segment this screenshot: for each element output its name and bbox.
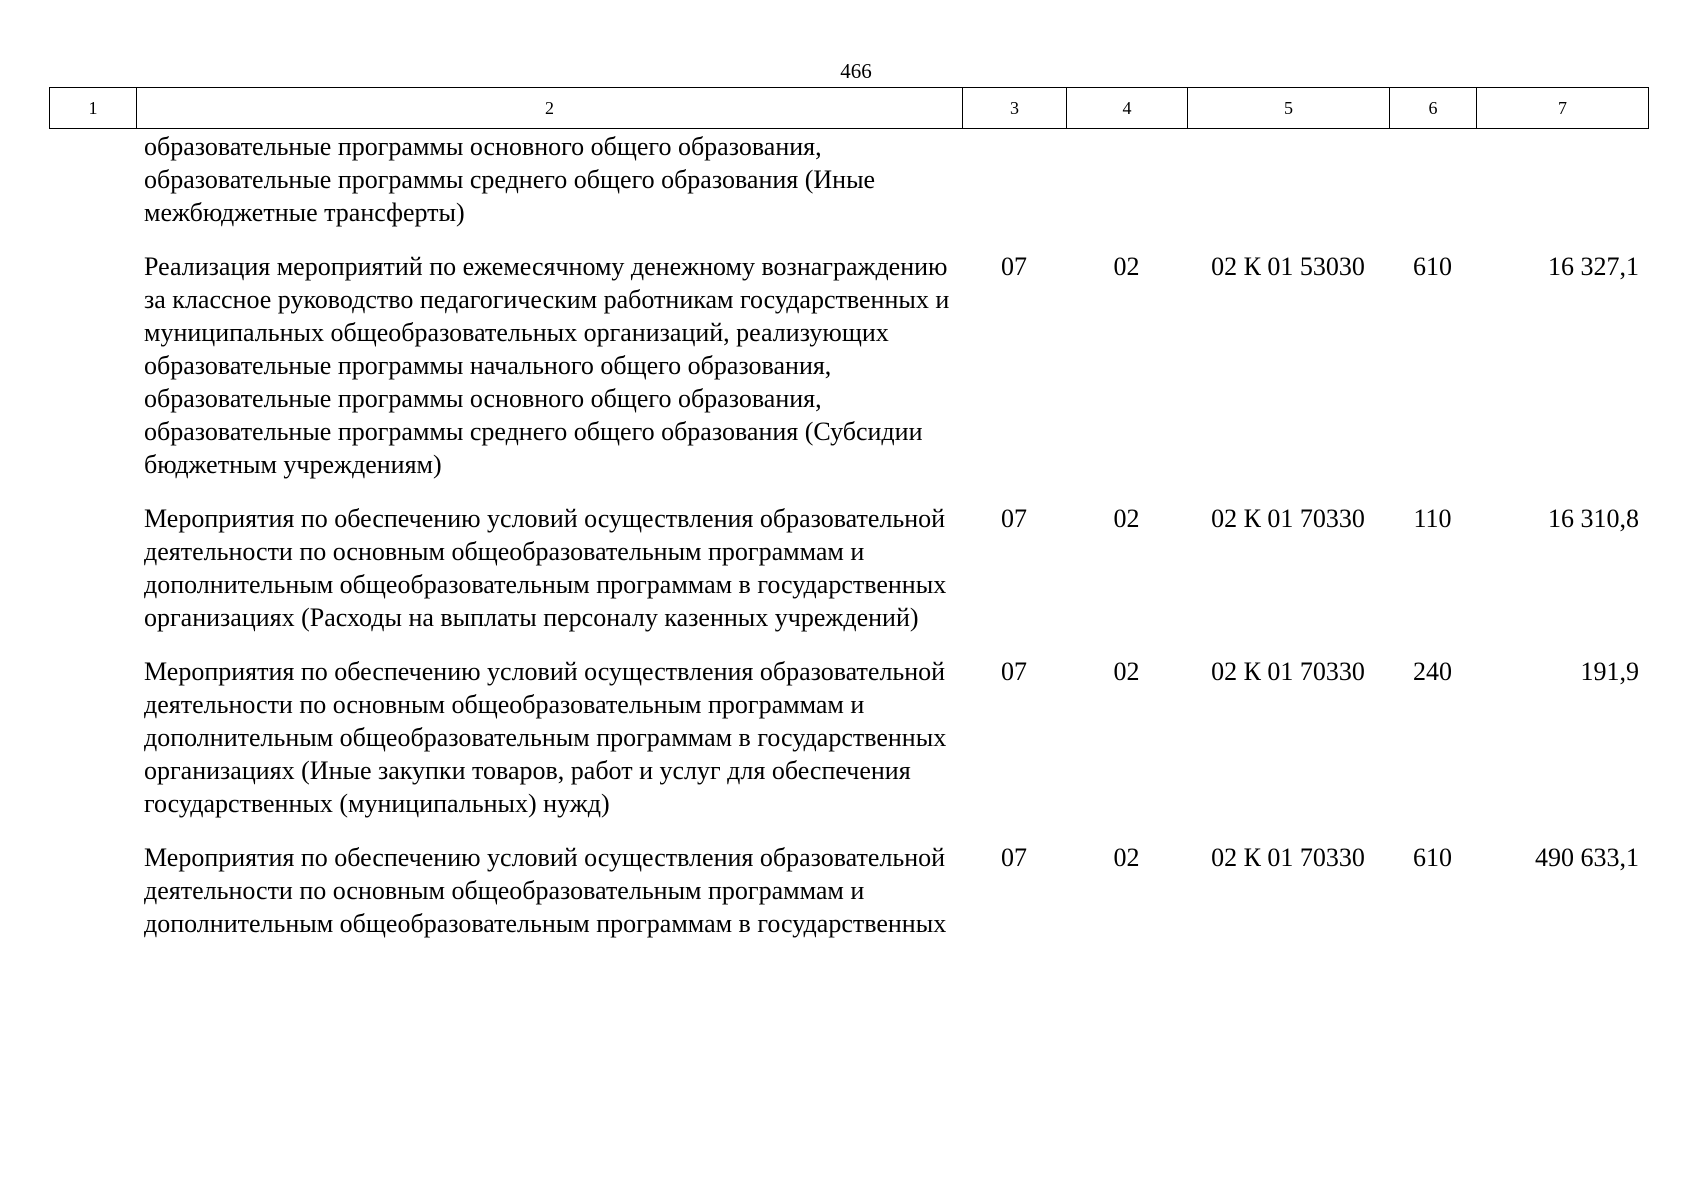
row-name: Мероприятия по обеспечению условий осуществления образовательной деятельности по основным общеобразовательным программам и дополнительным общеобразовательным программам в государственных xyxy=(144,843,947,938)
table-row xyxy=(49,502,1648,655)
row-subsection xyxy=(1066,130,1187,250)
row-section: 07 xyxy=(1001,252,1027,281)
column-header-1: 1 xyxy=(50,88,137,129)
row-subsection: 02 xyxy=(1113,843,1140,872)
row-section: 07 xyxy=(1001,657,1027,686)
row-amount: 191,9 xyxy=(1580,657,1639,686)
row-section: 07 xyxy=(1001,843,1027,872)
table-row xyxy=(49,841,1648,961)
row-target-code: 02 К 01 70330 xyxy=(1211,843,1365,872)
row-amount: 490 633,1 xyxy=(1535,843,1639,872)
row-expense-type: 610 xyxy=(1413,843,1452,872)
row-amount: 16 327,1 xyxy=(1548,252,1639,281)
column-header-2: 2 xyxy=(137,88,963,129)
row-name: Реализация мероприятий по ежемесячному денежному вознаграждению за классное руководство педагогическим работникам государственных и муниципальных общеобразовательных организаций, реализующих образовательные программы начального общего образования, образовательные программы основного общего образования, образовательные программы среднего общего образования (Субсидии бюджетным учреждениям) xyxy=(144,252,950,479)
row-section: 07 xyxy=(1001,504,1027,533)
row-expense-type: 110 xyxy=(1413,504,1452,533)
column-header-6: 6 xyxy=(1390,88,1477,129)
row-subsection: 02 xyxy=(1113,252,1140,281)
row-target-code: 02 К 01 53030 xyxy=(1211,252,1365,281)
row-target-code: 02 К 01 70330 xyxy=(1211,657,1365,686)
column-header-4: 4 xyxy=(1067,88,1188,129)
row-target-code: 02 К 01 70330 xyxy=(1211,504,1365,533)
row-name: Мероприятия по обеспечению условий осуществления образовательной деятельности по основным общеобразовательным программам и дополнительным общеобразовательным программам в государственных организациях (Иные закупки товаров, работ и услуг для обеспечения государственных (муниципальных) нужд) xyxy=(144,657,947,818)
row-name: образовательные программы основного общего образования, образовательные программы среднего общего образования (Иные межбюджетные трансферты) xyxy=(144,132,876,227)
table-row xyxy=(49,130,1648,250)
row-expense-type xyxy=(1389,130,1476,250)
row-subsection: 02 xyxy=(1113,657,1140,686)
column-number-header xyxy=(49,87,1649,129)
row-expense-type: 240 xyxy=(1413,657,1452,686)
row-amount xyxy=(1476,130,1648,250)
header-row xyxy=(50,88,1649,129)
budget-table xyxy=(49,130,1648,961)
row-name: Мероприятия по обеспечению условий осуществления образовательной деятельности по основным общеобразовательным программам и дополнительным общеобразовательным программам в государственных организациях (Расходы на выплаты персоналу казенных учреждений) xyxy=(144,504,947,632)
row-expense-type: 610 xyxy=(1413,252,1452,281)
page-number: 466 xyxy=(840,59,872,83)
table-row xyxy=(49,655,1648,841)
row-subsection: 02 xyxy=(1113,504,1140,533)
row-target-code xyxy=(1187,130,1389,250)
row-section xyxy=(962,130,1066,250)
column-header-5: 5 xyxy=(1188,88,1390,129)
column-header-7: 7 xyxy=(1477,88,1649,129)
row-amount: 16 310,8 xyxy=(1548,504,1639,533)
table-row xyxy=(49,250,1648,502)
column-header-3: 3 xyxy=(963,88,1067,129)
